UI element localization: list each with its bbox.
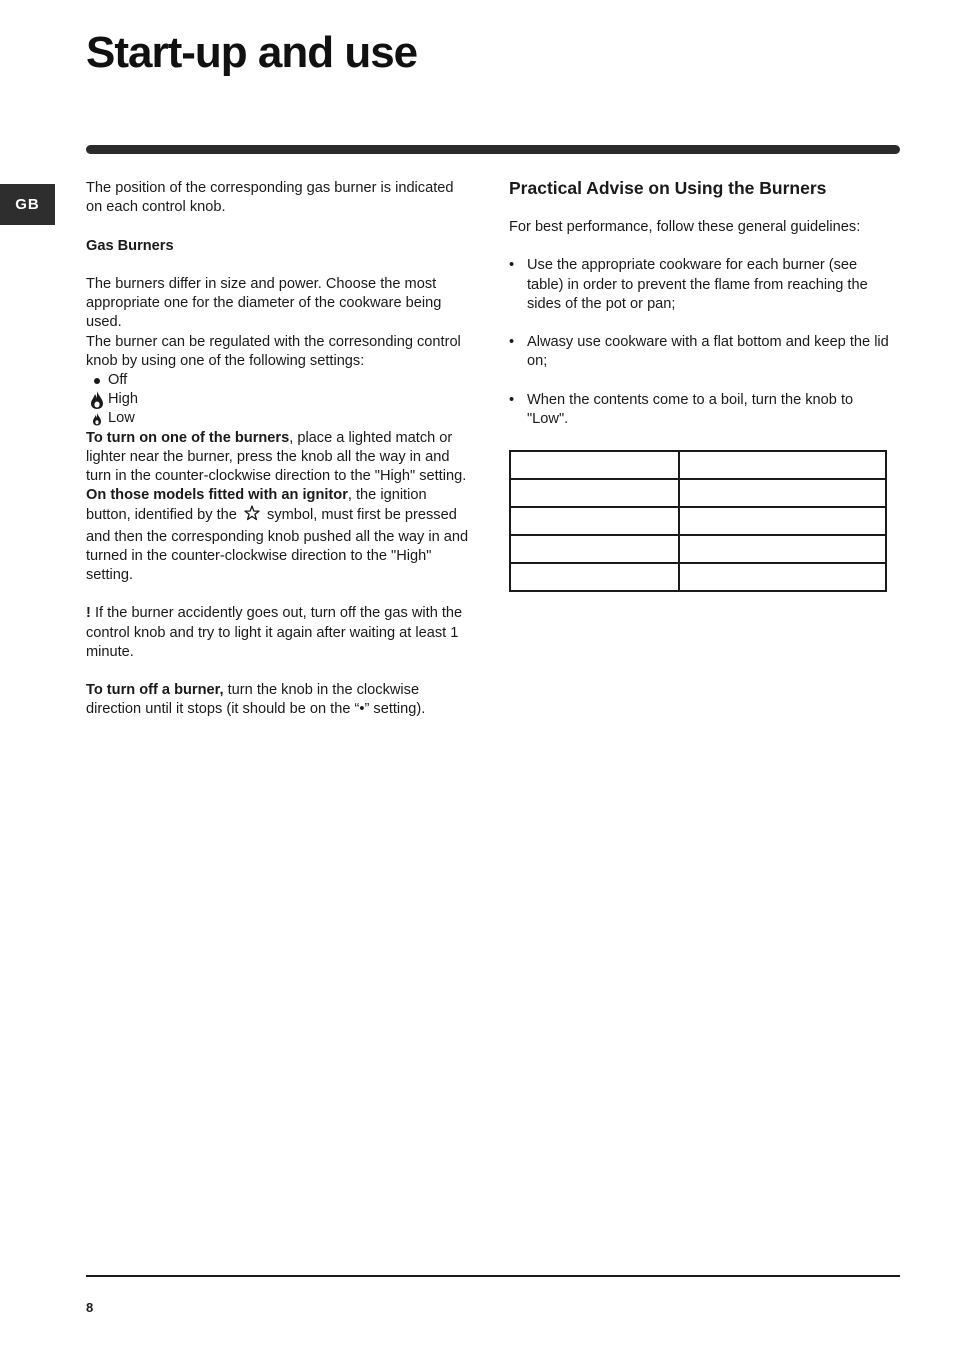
table-cell (679, 535, 886, 563)
list-item (509, 391, 894, 429)
table-row (510, 563, 886, 591)
bullet-text: Alwasy use cookware with a flat bottom and keep the lid on; (527, 334, 889, 370)
table-row (510, 451, 886, 479)
intro-paragraph: The position of the corresponding gas burner is indicated on each control knob. (86, 180, 454, 216)
turn-off-paragraph (86, 681, 471, 719)
bullet-mark: • (509, 334, 515, 351)
practical-advise-heading: Practical Advise on Using the Burners (509, 178, 827, 198)
table-cell (510, 507, 679, 535)
table-row (510, 479, 886, 507)
table-cell (679, 563, 886, 591)
warning-text: If the burner accidently goes out, turn off the gas with the control knob and try to light it again after waiting at least 1 minute. (86, 605, 463, 660)
table-cell (510, 535, 679, 563)
table-row (510, 535, 886, 563)
left-column (86, 179, 471, 720)
ignitor-text-a: , the ignition button, identified by the (86, 487, 427, 524)
table-cell (679, 451, 886, 479)
ignitor-text-b: symbol, must first be pressed and then the corresponding knob pushed all the way in and turned in the counter-clockwise direction to the "High" setting. (86, 507, 469, 583)
setting-label: Low (108, 410, 135, 427)
ignitor-paragraph (86, 486, 471, 585)
page-number: 8 (86, 1300, 94, 1315)
bullet-text: When the contents come to a boil, turn the knob to "Low". (527, 391, 854, 427)
bullet-mark: • (509, 391, 515, 408)
page-title: Start-up and use (86, 28, 418, 77)
small-flame-icon (86, 411, 108, 426)
table-row (510, 507, 886, 535)
table-cell (510, 479, 679, 507)
turn-on-paragraph (86, 429, 471, 487)
setting-label: Off (108, 372, 128, 388)
large-flame-icon (86, 390, 108, 410)
list-item (509, 333, 894, 371)
header-rule (86, 145, 900, 154)
right-column (509, 176, 894, 429)
burners-differ-paragraph: The burners differ in size and power. Choose the most appropriate one for the diameter of the cookware being used. (86, 275, 442, 331)
warning-mark: ! (86, 605, 91, 622)
bullet-mark: • (509, 257, 515, 274)
table-cell (679, 479, 886, 507)
burner-regulated-paragraph: The burner can be regulated with the corresonding control knob by using one of the following settings: (86, 333, 461, 369)
turn-off-bold: To turn off a burner, (86, 682, 224, 699)
table-cell (510, 451, 679, 479)
language-tab: GB (0, 184, 55, 225)
setting-label: High (108, 391, 139, 408)
dot-icon (86, 378, 108, 384)
turn-off-text: turn the knob in the clockwise direction until it stops (it should be on the “•” setting). (86, 682, 426, 718)
bullet-text: Use the appropriate cookware for each burner (see table) in order to prevent the flame from reaching the sides of the pot or pan; (527, 257, 868, 312)
turn-on-bold: To turn on one of the burners (86, 429, 290, 446)
guidelines-intro: For best performance, follow these general guidelines: (509, 219, 861, 235)
burner-table (509, 450, 887, 592)
ignitor-bold: On those models fitted with an ignitor (86, 487, 348, 504)
warning-paragraph (86, 604, 471, 662)
gas-burners-heading: Gas Burners (86, 237, 174, 254)
table-cell (679, 507, 886, 535)
footer-rule (86, 1275, 900, 1277)
spark-icon (244, 505, 260, 527)
list-item (509, 256, 894, 314)
setting-low (86, 409, 471, 428)
table-cell (510, 563, 679, 591)
setting-high (86, 390, 471, 409)
turn-on-text: , place a lighted match or lighter near the burner, press the knob all the way in and turn in the counter-clockwise direction to the "High" setting. (86, 429, 467, 484)
setting-off (86, 371, 471, 390)
